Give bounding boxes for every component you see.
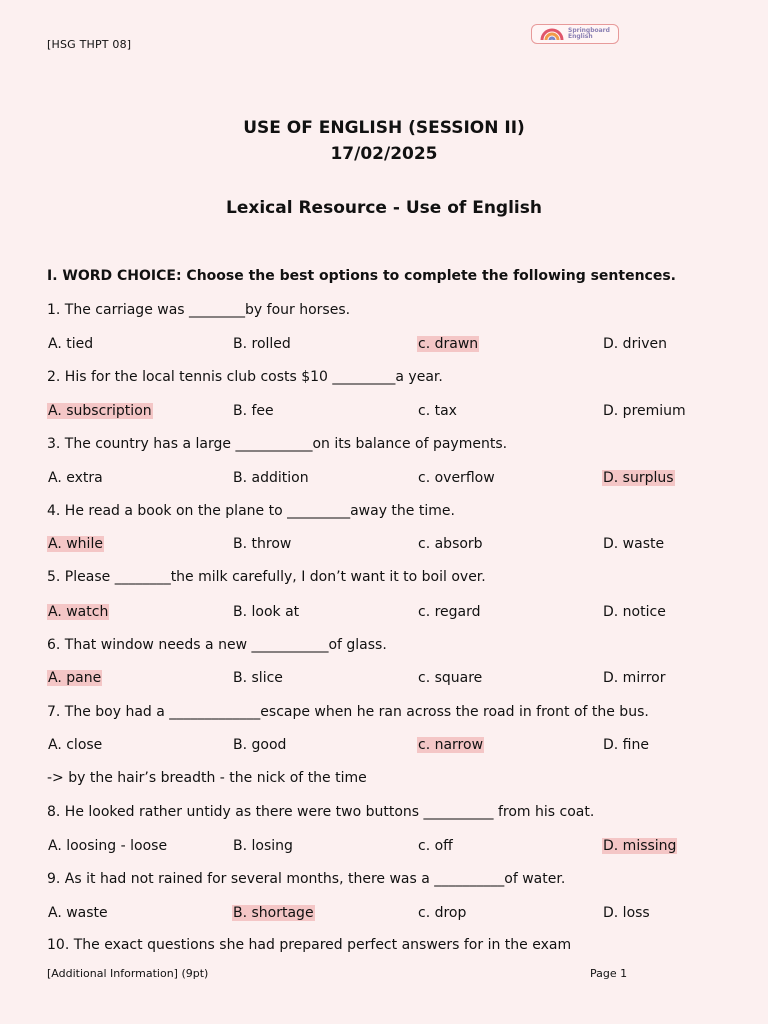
answer-option: B. look at bbox=[233, 604, 300, 620]
explanation-note: -> by the hair’s breadth - the nick of the time bbox=[47, 770, 367, 786]
question-text: 6. That window needs a new ___________of glass. bbox=[47, 637, 387, 653]
answer-option-highlighted: c. narrow bbox=[418, 737, 484, 753]
answer-option: c. absorb bbox=[418, 536, 483, 552]
answer-option: D. premium bbox=[603, 403, 686, 419]
answer-option: D. driven bbox=[603, 336, 667, 352]
question-text-10: 10. The exact questions she had prepared perfect answers for in the exam bbox=[47, 937, 572, 953]
answer-option: c. overflow bbox=[418, 470, 495, 486]
logo-line-2: English bbox=[568, 33, 593, 40]
page-subtitle: Lexical Resource - Use of English bbox=[226, 198, 542, 218]
header-code: [HSG THPT 08] bbox=[47, 38, 132, 51]
answer-option: A. waste bbox=[48, 905, 108, 921]
answer-option: c. square bbox=[418, 670, 483, 686]
answer-option-highlighted: A. pane bbox=[48, 670, 102, 686]
answer-option: B. addition bbox=[233, 470, 309, 486]
answer-option: A. close bbox=[48, 737, 103, 753]
question-text: 9. As it had not rained for several months, there was a __________of water. bbox=[47, 871, 566, 887]
answer-option: B. fee bbox=[233, 403, 274, 419]
answer-option-highlighted: D. missing bbox=[603, 838, 677, 854]
logo-line-1: Springboard bbox=[568, 27, 610, 34]
springboard-logo bbox=[531, 24, 619, 44]
question-text: 8. He looked rather untidy as there were two buttons __________ from his coat. bbox=[47, 804, 595, 820]
answer-option: c. drop bbox=[418, 905, 467, 921]
answer-option: D. loss bbox=[603, 905, 650, 921]
question-text: 2. His for the local tennis club costs $10 _________a year. bbox=[47, 369, 443, 385]
logo-text bbox=[568, 28, 610, 40]
answer-option: D. notice bbox=[603, 604, 666, 620]
footer-left: [Additional Information] (9pt) bbox=[47, 967, 209, 980]
answer-option: c. regard bbox=[418, 604, 481, 620]
answer-option: A. extra bbox=[48, 470, 103, 486]
answer-option: D. fine bbox=[603, 737, 649, 753]
answer-option: B. rolled bbox=[233, 336, 291, 352]
question-text: 5. Please ________the milk carefully, I don’t want it to boil over. bbox=[47, 569, 486, 585]
rainbow-arc-icon bbox=[540, 27, 564, 41]
answer-option: B. good bbox=[233, 737, 287, 753]
answer-option: A. tied bbox=[48, 336, 94, 352]
question-text: 7. The boy had a _____________escape when he ran across the road in front of the bus. bbox=[47, 704, 649, 720]
answer-option: c. tax bbox=[418, 403, 457, 419]
answer-option: B. losing bbox=[233, 838, 293, 854]
answer-option-highlighted: c. drawn bbox=[418, 336, 479, 352]
answer-option-highlighted: A. watch bbox=[48, 604, 109, 620]
page-date: 17/02/2025 bbox=[330, 144, 438, 164]
answer-option: B. throw bbox=[233, 536, 292, 552]
footer-page-number: Page 1 bbox=[590, 967, 628, 980]
page-title: USE OF ENGLISH (SESSION II) bbox=[243, 118, 525, 138]
answer-option-highlighted: A. while bbox=[48, 536, 103, 552]
answer-option-highlighted: A. subscription bbox=[48, 403, 152, 419]
answer-option: c. off bbox=[418, 838, 453, 854]
answer-option: D. waste bbox=[603, 536, 665, 552]
answer-option-highlighted: D. surplus bbox=[603, 470, 674, 486]
question-text: 4. He read a book on the plane to _________away the time. bbox=[47, 503, 455, 519]
answer-option: B. slice bbox=[233, 670, 283, 686]
answer-option: D. mirror bbox=[603, 670, 666, 686]
answer-option-highlighted: B. shortage bbox=[233, 905, 314, 921]
question-text: 1. The carriage was ________by four horses. bbox=[47, 302, 351, 318]
answer-option: A. loosing - loose bbox=[48, 838, 168, 854]
section-heading: I. WORD CHOICE: Choose the best options to complete the following sentences. bbox=[47, 268, 676, 284]
question-text: 3. The country has a large ___________on its balance of payments. bbox=[47, 436, 508, 452]
